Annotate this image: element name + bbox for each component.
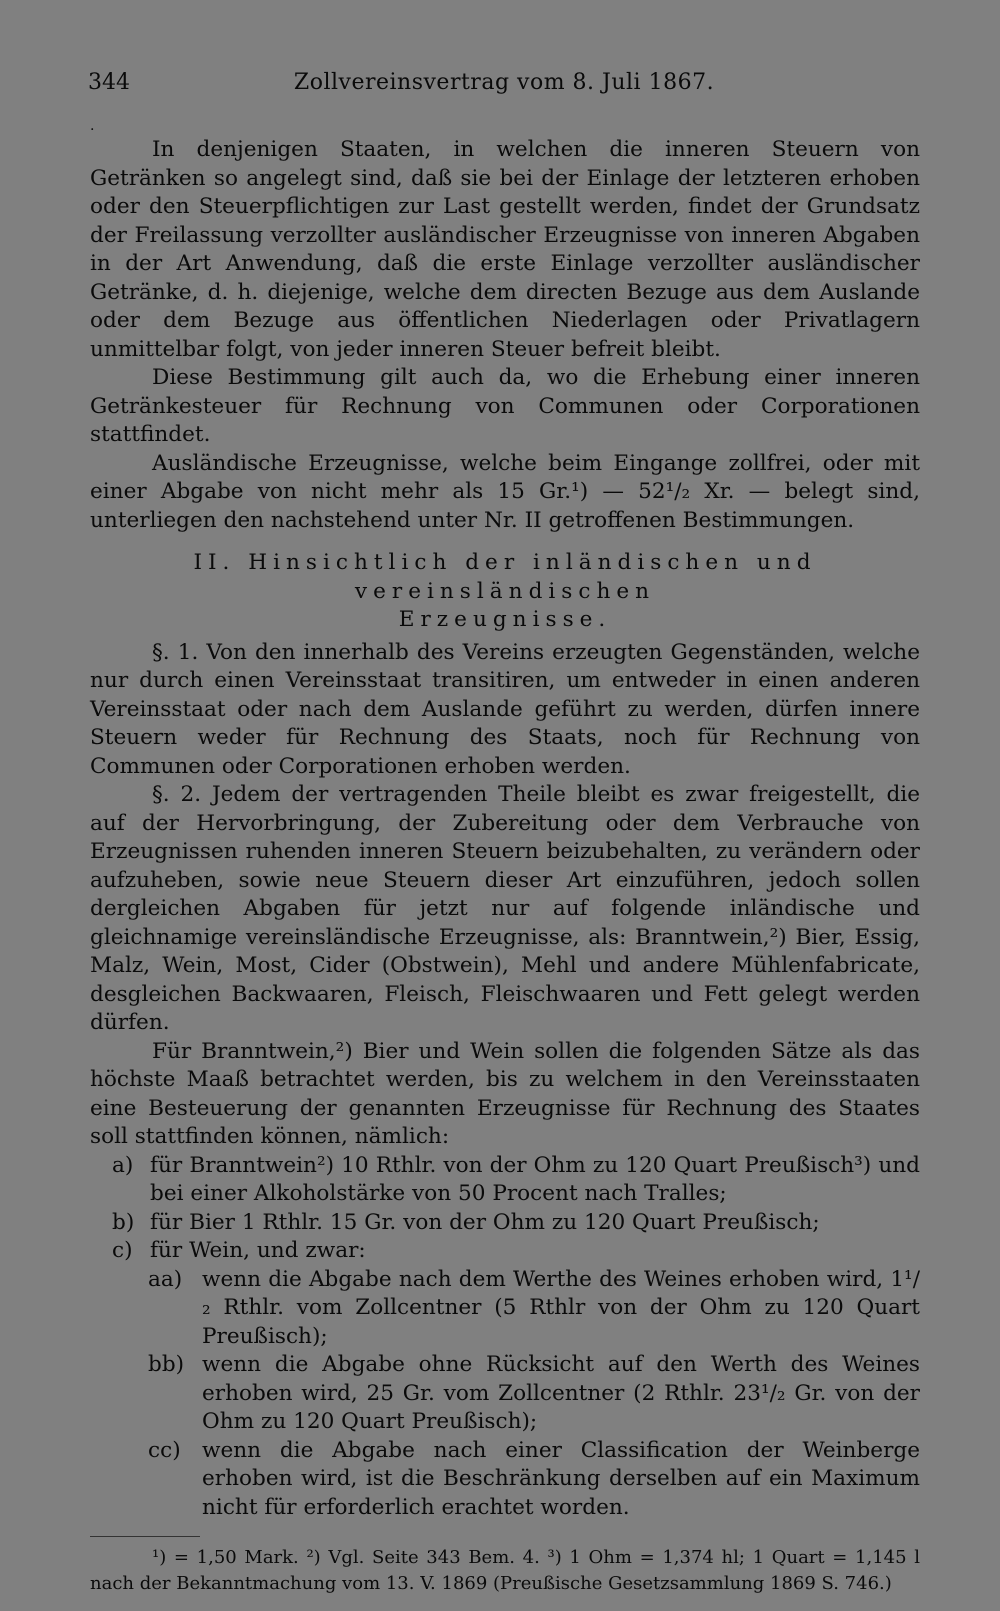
paragraph: Diese Bestimmung gilt auch da, wo die Erhebung einer inneren Getränkesteuer für Rechnung von Communen oder Corporationen stattfindet.: [90, 365, 920, 447]
stray-mark: .: [90, 118, 95, 134]
paragraph-section-2: §. 2. Jedem der vertragenden Theile bleibt es zwar freigestellt, die auf der Hervorbringung, der Zubereitung oder dem Verbrauche von Erzeugnissen ruhenden inneren Steuern beizubehalten, zu verändern oder aufzuheben, sowie neue Steuern dieser Art einzuführen, jedoch sollen dergleichen Abgaben für jetzt nur auf folgende inländische und gleichnamige vereinsländische Erzeugnisse, als: Branntwein,²) Bier, Essig, Malz, Wein, Most, Cider (Obstwein), Mehl und andere Mühlenfabricate, desgleichen Backwaaren, Fleisch, Fleischwaaren und Fett gelegt werden dürfen.: [90, 782, 920, 1035]
page-number: 344: [88, 70, 130, 95]
sublist-item-text: wenn die Abgabe nach dem Werthe des Weines erhoben wird, 1¹/₂ Rthlr. vom Zollcentner (5 Rthlr von der Ohm zu 120 Quart Preußisch);: [202, 1266, 920, 1349]
list-item: [90, 1209, 920, 1238]
page-header: [88, 70, 920, 102]
list-item-label: b): [112, 1209, 135, 1235]
sublist-item-text: wenn die Abgabe nach einer Classification der Weinberge erhoben wird, ist die Beschränkung derselben auf ein Maximum nicht für erforderlich erachtet worden.: [202, 1437, 920, 1520]
running-title: Zollvereinsvertrag vom 8. Juli 1867.: [293, 70, 715, 95]
paragraph: In denjenigen Staaten, in welchen die inneren Steuern von Getränken so angelegt sind, daß sie bei der Einlage der letzteren erhoben oder den Steuerpflichtigen zur Last gestellt werden, findet der Grundsatz der Freilassung verzollter ausländischer Erzeugnisse von inneren Abgaben in der Art Anwendung, daß die erste Einlage verzollter ausländischer Getränke, d. h. diejenige, welche dem directen Bezuge aus dem Auslande oder dem Bezuge aus öffentlichen Niederlagen oder Privatlagern unmittelbar folgt, von jeder inneren Steuer befreit bleibt.: [90, 137, 920, 362]
footnote-divider: [90, 1536, 200, 1537]
list-item-text: für Branntwein²) 10 Rthlr. von der Ohm zu 120 Quart Preußisch³) und bei einer Alkoholstärke von 50 Procent nach Tralles;: [150, 1152, 920, 1206]
sublist-item-label: cc): [148, 1437, 181, 1463]
sublist-item: [90, 1351, 920, 1437]
list-item-text: für Bier 1 Rthlr. 15 Gr. von der Ohm zu 120 Quart Preußisch;: [150, 1209, 820, 1235]
footnote: ¹) = 1,50 Mark. ²) Vgl. Seite 343 Bem. 4. ³) 1 Ohm = 1,374 hl; 1 Quart = 1,145 l nach der Bekanntmachung vom 13. V. 1869 (Preußische Gesetzsammlung 1869 S. 746.): [90, 1547, 920, 1594]
section-heading-continued: Erzeugnisse.: [398, 607, 612, 632]
section-heading: II. Hinsichtlich der inländischen und vereinsländischen: [193, 550, 817, 604]
paragraph: Ausländische Erzeugnisse, welche beim Eingange zollfrei, oder mit einer Abgabe von nicht mehr als 15 Gr.¹) — 52¹/₂ Xr. — belegt sind, unterliegen den nachstehend unter Nr. II getroffenen Bestimmungen.: [90, 450, 920, 533]
sublist-item-label: bb): [148, 1352, 185, 1377]
paragraph: Für Branntwein,²) Bier und Wein sollen die folgenden Sätze als das höchste Maaß betrachtet werden, bis zu welchem in den Vereinsstaaten eine Besteuerung der genannten Erzeugnisse für Rechnung des Staates soll stattfinden können, nämlich:: [90, 1038, 920, 1149]
sublist-item-label: aa): [148, 1266, 183, 1292]
rates-list: [90, 1152, 920, 1523]
paragraph-section-1: §. 1. Von den innerhalb des Vereins erzeugten Gegenständen, welche nur durch einen Vereinsstaat transitiren, um entweder in einen anderen Vereinsstaat oder nach dem Auslande geführt zu werden, dürfen innere Steuern weder für Rechnung des Staats, noch für Rechnung von Communen oder Corporationen erhoben werden.: [90, 639, 920, 779]
list-item-text: für Wein, und zwar:: [150, 1238, 366, 1263]
main-text: [90, 136, 920, 1597]
sublist-item: [90, 1437, 920, 1523]
list-item-label: a): [112, 1152, 134, 1178]
list-item: [90, 1152, 920, 1209]
sublist-item-text: wenn die Abgabe ohne Rücksicht auf den Werth des Weines erhoben wird, 25 Gr. vom Zollcentner (2 Rthlr. 23¹/₂ Gr. von der Ohm zu 120 Quart Preußisch);: [202, 1352, 920, 1434]
list-item: [90, 1237, 920, 1266]
sublist-item: [90, 1266, 920, 1352]
list-item-label: c): [112, 1238, 133, 1263]
